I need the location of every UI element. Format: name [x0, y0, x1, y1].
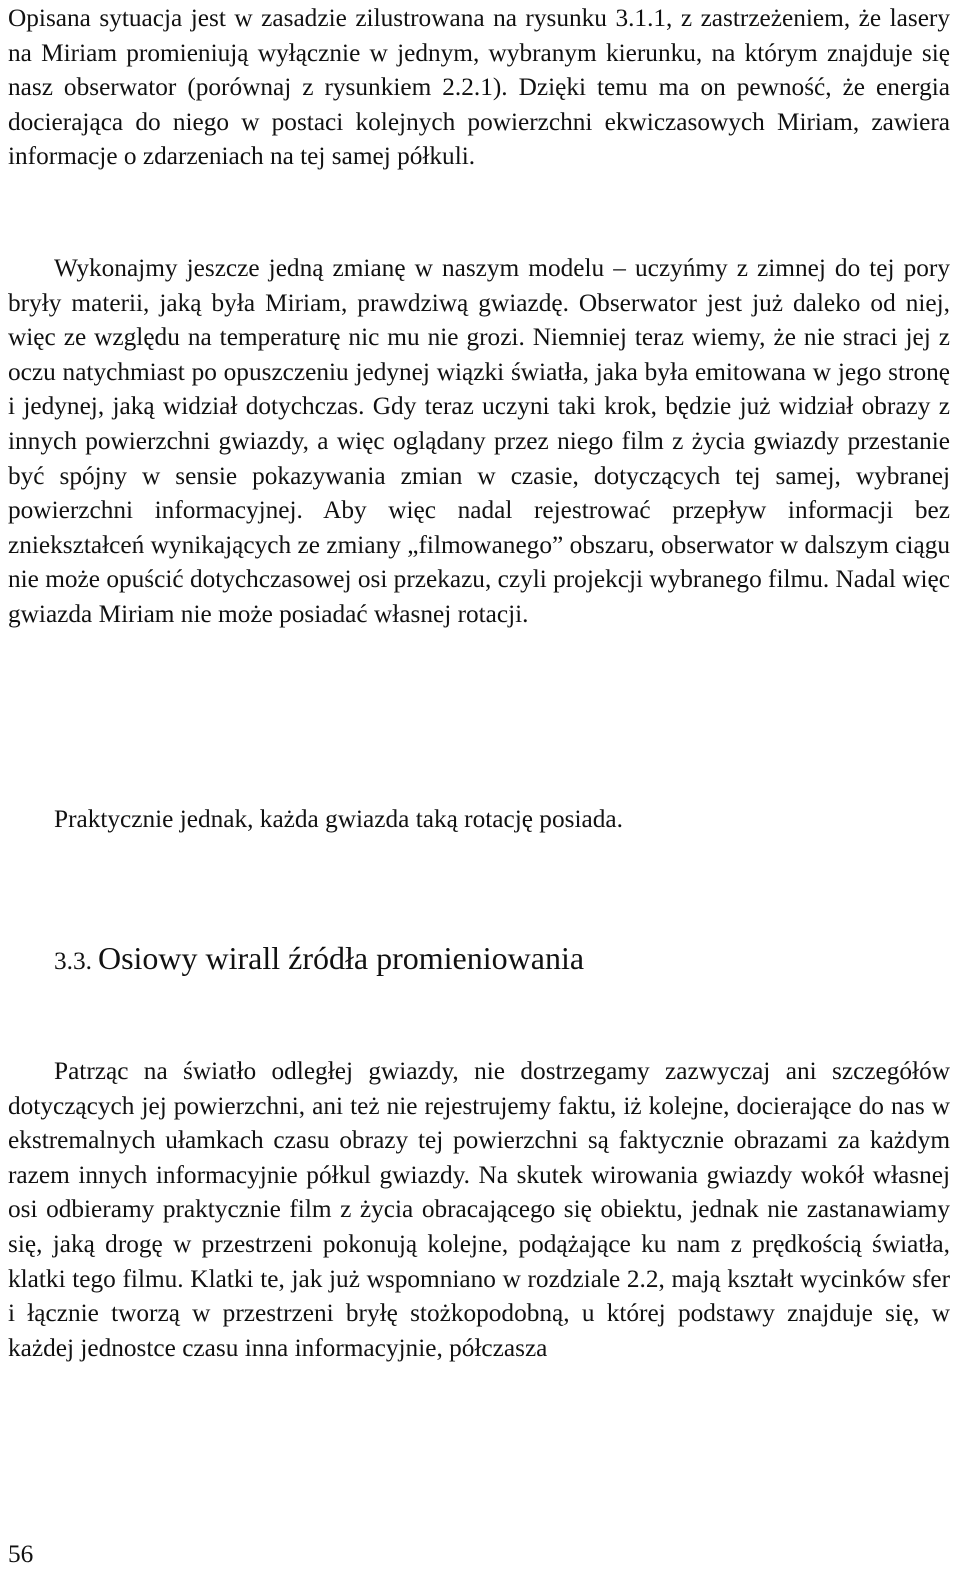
section-title: Osiowy wirall źródła promieniowania [97, 940, 585, 976]
section-heading [54, 940, 584, 977]
paragraph-2: Wykonajmy jeszcze jedną zmianę w naszym modelu – uczyńmy z zimnej do tej pory bryły materii, jaką była Miriam, prawdziwą gwiazdę. Obserwator jest już daleko od niej, więc ze względu na temperaturę nic mu nie grozi. Niemniej teraz wiemy, że nie straci jej z oczu natychmiast po opuszczeniu jedynej wiązki światła, jaka była emitowana w jego stronę i jedynej, jaką widział dotychczas. Gdy teraz uczyni taki krok, będzie już widział obrazy z innych powierzchni gwiazdy, a więc oglądany przez niego film z życia gwiazdy przestanie być spójny w sensie pokazywania zmian w czasie, dotyczących tej samej, wybranej powierzchni informacyjnej. Aby więc nadal rejestrować przepływ informacji bez zniekształceń wynikających ze zmiany „filmowanego” obszaru, obserwator w dalszym ciągu nie może opuścić dotychczasowej osi przekazu, czyli projekcji wybranego filmu. Nadal więc gwiazda Miriam nie może posiadać własnej rotacji. [8, 254, 950, 628]
paragraph-3: Praktycznie jednak, każda gwiazda taką rotację posiada. [54, 805, 623, 833]
section-number: 3.3. [54, 947, 92, 975]
paragraph-4: Patrząc na światło odległej gwiazdy, nie dostrzegamy zazwyczaj ani szczegółów dotyczących jej powierzchni, ani też nie rejestrujemy faktu, iż kolejne, docierające do nas w ekstremalnych ułamkach czasu obrazy tej powierzchni są faktycznie obrazami za każdym razem innych informacyjnie półkul gwiazdy. Na skutek wirowania gwiazdy wokół własnej osi odbieramy praktycznie film z życia obracającego się obiektu, jednak nie zastanawiamy się, jaką drogę w przestrzeni pokonują kolejne, podążające ku nam z prędkością światła, klatki tego filmu. Klatki te, jak już wspomniano w rozdziale 2.2, mają kształt wycinków sfer i łącznie tworzą w przestrzeni bryłę stożkopodobną, u której podstawy znajduje się, w każdej jednostce czasu inna informacyjnie, półczasza [8, 1057, 950, 1362]
page-number: 56 [8, 1540, 34, 1568]
paragraph-1: Opisana sytuacja jest w zasadzie zilustrowana na rysunku 3.1.1, z zastrzeżeniem, że lasery na Miriam promieniują wyłącznie w jednym, wybranym kierunku, na którym znajduje się nasz obserwator (porównaj z rysunkiem 2.2.1). Dzięki temu ma on pewność, że energia docierająca do niego w postaci kolejnych powierzchni ekwiczasowych Miriam, zawiera informacje o zdarzeniach na tej samej półkuli. [8, 4, 950, 171]
